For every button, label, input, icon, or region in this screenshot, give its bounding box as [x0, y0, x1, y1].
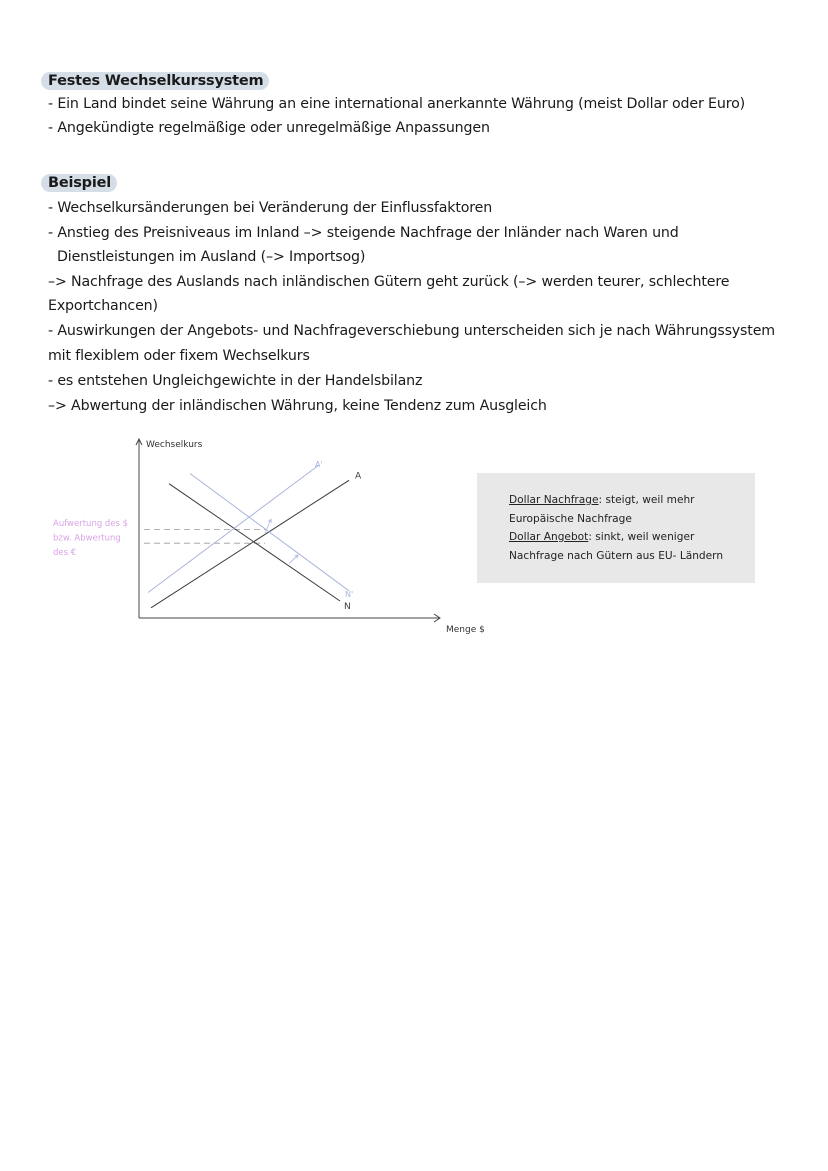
info-box — [477, 473, 755, 583]
annotation-text: bzw. Abwertung — [53, 533, 121, 544]
x-axis-label: Menge $ — [446, 625, 485, 635]
info-line-demand — [509, 493, 695, 507]
series-line-supply-shifted — [148, 465, 319, 593]
info-line-4: Nachfrage nach Gütern aus EU- Ländern — [509, 550, 724, 562]
dollar-demand-label: Dollar Nachfrage — [509, 494, 599, 506]
text-line: - Auswirkungen der Angebots- und Nachfrageverschiebung unterscheiden sich je nach Währungssystem — [48, 323, 775, 339]
text-line: Dienstleistungen im Ausland (–> Importsog) — [57, 249, 366, 265]
text-line: - Anstieg des Preisniveaus im Inland –> steigende Nachfrage der Inländer nach Waren und — [48, 225, 679, 241]
series-label-demand-shifted: N' — [345, 589, 354, 599]
text-line: mit flexiblem oder fixem Wechselkurs — [48, 348, 310, 364]
series-label-supply: A — [355, 471, 362, 482]
text-line: - Angekündigte regelmäßige oder unregelmäßige Anpassungen — [48, 120, 490, 136]
heading-beispiel: Beispiel — [41, 174, 117, 192]
y-axis-label: Wechselkurs — [146, 440, 203, 450]
text-line: Exportchancen) — [48, 298, 158, 314]
series-line-demand-shifted — [190, 474, 349, 591]
dollar-supply-label: Dollar Angebot — [509, 531, 589, 543]
heading-festes-wechselkurssystem: Festes Wechselkurssystem — [41, 72, 269, 90]
series-line-demand — [169, 484, 340, 601]
text-line: –> Abwertung der inländischen Währung, keine Tendenz zum Ausgleich — [48, 398, 547, 414]
shift-arrow — [289, 555, 298, 564]
text-line: - Wechselkursänderungen bei Veränderung der Einflussfaktoren — [48, 200, 493, 216]
info-line-2: Europäische Nachfrage — [509, 513, 632, 525]
annotation-text: Aufwertung des $ — [53, 519, 129, 529]
series-label-supply-shifted: A' — [315, 460, 323, 469]
text-line: - es entstehen Ungleichgewichte in der Handelsbilanz — [48, 373, 423, 389]
annotation-text: des € — [53, 548, 77, 558]
text-line: - Ein Land bindet seine Währung an eine international anerkannte Währung (meist Dollar oder Euro) — [48, 96, 745, 112]
dollar-demand-text: : steigt, weil mehr — [598, 494, 695, 506]
info-line-supply — [509, 530, 694, 544]
series-line-supply — [151, 480, 349, 608]
series-label-demand: N — [344, 602, 351, 612]
exchange-rate-chart — [40, 430, 500, 645]
dollar-supply-text: : sinkt, weil weniger — [588, 531, 695, 543]
text-line: –> Nachfrage des Auslands nach inländischen Gütern geht zurück (–> werden teurer, schlechtere — [48, 274, 730, 290]
